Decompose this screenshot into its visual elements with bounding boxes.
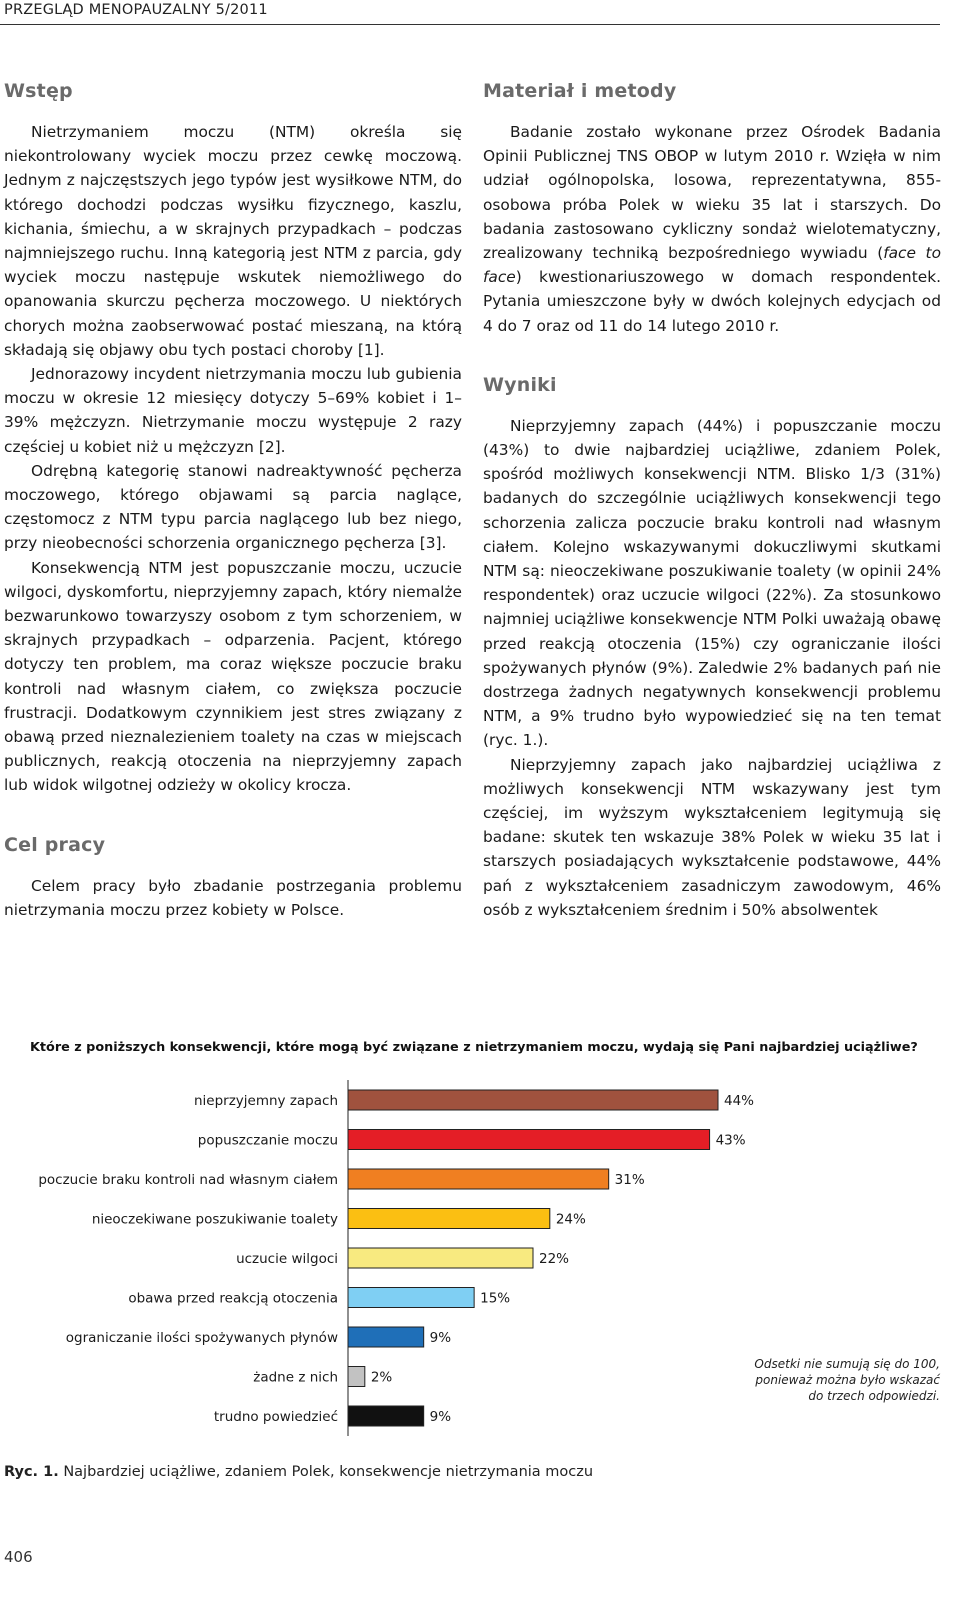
figure-note: Odsetki nie sumują się do 100, ponieważ można było wskazać do trzech odpowiedzi. <box>754 1357 940 1403</box>
bar <box>348 1209 550 1229</box>
section-heading-methods: Materiał i metody <box>483 80 677 102</box>
category-label: uczucie wilgoci <box>236 1251 338 1267</box>
category-label: poczucie braku kontroli nad własnym ciałem <box>38 1172 338 1188</box>
intro-paragraph-2: Jednorazowy incydent nietrzymania moczu lub gubienia moczu w okresie 12 miesięcy dotyczy 5–69% kobiet i 1–39% mężczyzn. Nietrzymanie moczu występuje 2 razy częściej u kobiet niż u mężczyzn [2]. <box>4 365 462 456</box>
value-label: 9% <box>429 1409 452 1425</box>
journal-title: PRZEGLĄD MENOPAUZALNY 5/2011 <box>4 2 268 18</box>
value-label: 31% <box>614 1172 645 1188</box>
bar <box>348 1327 424 1347</box>
bar <box>348 1248 533 1268</box>
category-label: żadne z nich <box>253 1369 338 1386</box>
figure-caption-text: Najbardziej uciążliwe, zdaniem Polek, konsekwencje nietrzymania moczu <box>63 1464 594 1480</box>
category-label: trudno powiedzieć <box>213 1409 338 1425</box>
bar <box>348 1090 718 1110</box>
value-label: 9% <box>429 1330 452 1346</box>
value-label: 2% <box>370 1369 393 1386</box>
category-label: obawa przed reakcją otoczenia <box>128 1290 338 1307</box>
methods-text-2: ) kwestionariuszowego w domach respondentek. Pytania umieszczone były w dwóch kolejnych edycjach od 4 do 7 oraz od 11 do 14 lutego 2010 r. <box>483 268 941 335</box>
section-heading-intro: Wstęp <box>4 80 73 102</box>
figure-caption <box>4 1464 593 1480</box>
intro-paragraph-1: Nietrzymaniem moczu (NTM) określa się niekontrolowany wyciek moczu przez cewkę moczową. Jednym z najczęstszych jego typów jest wysiłkowe NTM, do którego dochodzi podczas wysiłku fizycznego, kaszlu, kichania, śmiechu, a w skrajnych przypadkach – podczas najmniejszego ruchu. Inną kategorią jest NTM z parcia, gdy wyciek moczu następuje wskutek niemożliwego do opanowania skurczu pęcherza moczowego. U niektórych chorych można zaobserwować postać mieszaną, na którą składają się objawy obu tych postaci choroby [1]. <box>4 123 462 359</box>
bar <box>348 1406 424 1426</box>
results-paragraph-1: Nieprzyjemny zapach (44%) i popuszczanie moczu (43%) to dwie najbardziej uciążliwe, zdaniem Polek, spośród możliwych konsekwencji NTM. Blisko 1/3 (31%) badanych do szczególnie uciążliwych konsekwencji tego schorzenia zalicza poczucie braku kontroli nad własnym ciałem. Kolejno wskazywanymi dokuczliwymi skutkami NTM są: nieoczekiwane poszukiwanie toalety (w opinii 24% respondentek) oraz uczucie wilgoci (22%). Za stosunkowo najmniej uciążliwe konsekwencje NTM Polki uważają obawę przed reakcją otoczenia (15%) czy ograniczanie ilości spożywanych płynów (9%). Zaledwie 2% badanych pań nie dostrzega żadnych negatywnych konsekwencji problemu NTM, a 9% trudno było wypowiedzieć się na ten temat (ryc. 1.). <box>483 416 941 750</box>
results-paragraph-2: Nieprzyjemny zapach jako najbardziej uciążliwa z możliwych konsekwencji NTM wskazywany jest tym częściej, im wyższym wykształceniem legitymują się badane: skutek ten wskazuje 38% Polek w wieku 35 lat i starszych posiadających wykształcenie podstawowe, 44% pań z wykształceniem zasadniczym zawodowym, 46% osób z wykształceniem średnim i 50% absolwentek <box>483 755 941 919</box>
figure-question: Które z poniższych konsekwencji, które mogą być związane z nietrzymaniem moczu, wydają się Pani najbardziej uciążliwe? <box>30 1040 918 1055</box>
header-rule <box>0 24 940 25</box>
running-header <box>0 0 960 26</box>
section-heading-results: Wyniki <box>483 373 557 396</box>
bar <box>348 1130 710 1150</box>
aim-paragraph: Celem pracy było zbadanie postrzegania problemu nietrzymania moczu przez kobiety w Polsce. <box>4 876 462 919</box>
value-label: 24% <box>555 1211 586 1228</box>
methods-text-1: Badanie zostało wykonane przez Ośrodek Badania Opinii Publicznej TNS OBOP w lutym 2010 r. Wzięła w nim udział ogólnopolska, losowa, reprezentatywna, 855-osobowa próba Polek w wieku 35 lat i starszych. Do badania zastosowano cykliczny sondaż wielotematyczny, zrealizowany techniką bezpośredniego wywiadu ( <box>483 123 941 263</box>
category-label: nieprzyjemny zapach <box>193 1093 338 1109</box>
figure-caption-label: Ryc. 1. <box>4 1464 59 1480</box>
left-column <box>4 80 462 922</box>
bar <box>348 1367 365 1387</box>
category-label: ograniczanie ilości spożywanych płynów <box>65 1330 338 1346</box>
section-heading-aim: Cel pracy <box>4 833 106 856</box>
intro-paragraph-4: Konsekwencją NTM jest popuszczanie moczu, uczucie wilgoci, dyskomfortu, nieprzyjemny zapach, który niemalże bezwarunkowo towarzyszy osobom z tym schorzeniem, w skrajnych przypadkach – odparzenia. Pacjent, którego dotyczy ten problem, ma coraz większe poczucie braku kontroli nad własnym ciałem, co zwiększa poczucie frustracji. Dodatkowym czynnikiem jest stres związany z obawą przed nieznalezieniem toalety na czas w miejscach publicznych, reakcją otoczenia na nieprzyjemny zapach lub widok wilgotnej odzieży w okolicy krocza. <box>4 558 462 795</box>
value-label: 22% <box>539 1251 570 1267</box>
category-label: popuszczanie moczu <box>197 1132 338 1149</box>
page-number: 406 <box>4 1548 33 1566</box>
bar <box>348 1288 474 1308</box>
intro-paragraph-3: Odrębną kategorię stanowi nadreaktywność pęcherza moczowego, którego objawami są parcia naglące, częstomocz z NTM typu parcia naglącego lub bez niego, przy nieobecności schorzenia organicznego pęcherza [3]. <box>4 461 462 553</box>
methods-italic-term: face to face <box>483 244 941 287</box>
value-label: 44% <box>724 1093 755 1109</box>
bar <box>348 1169 609 1189</box>
methods-paragraph <box>483 120 941 338</box>
value-label: 43% <box>715 1132 746 1149</box>
category-label: nieoczekiwane poszukiwanie toalety <box>91 1211 338 1228</box>
value-label: 15% <box>480 1290 511 1307</box>
right-column <box>483 80 941 922</box>
